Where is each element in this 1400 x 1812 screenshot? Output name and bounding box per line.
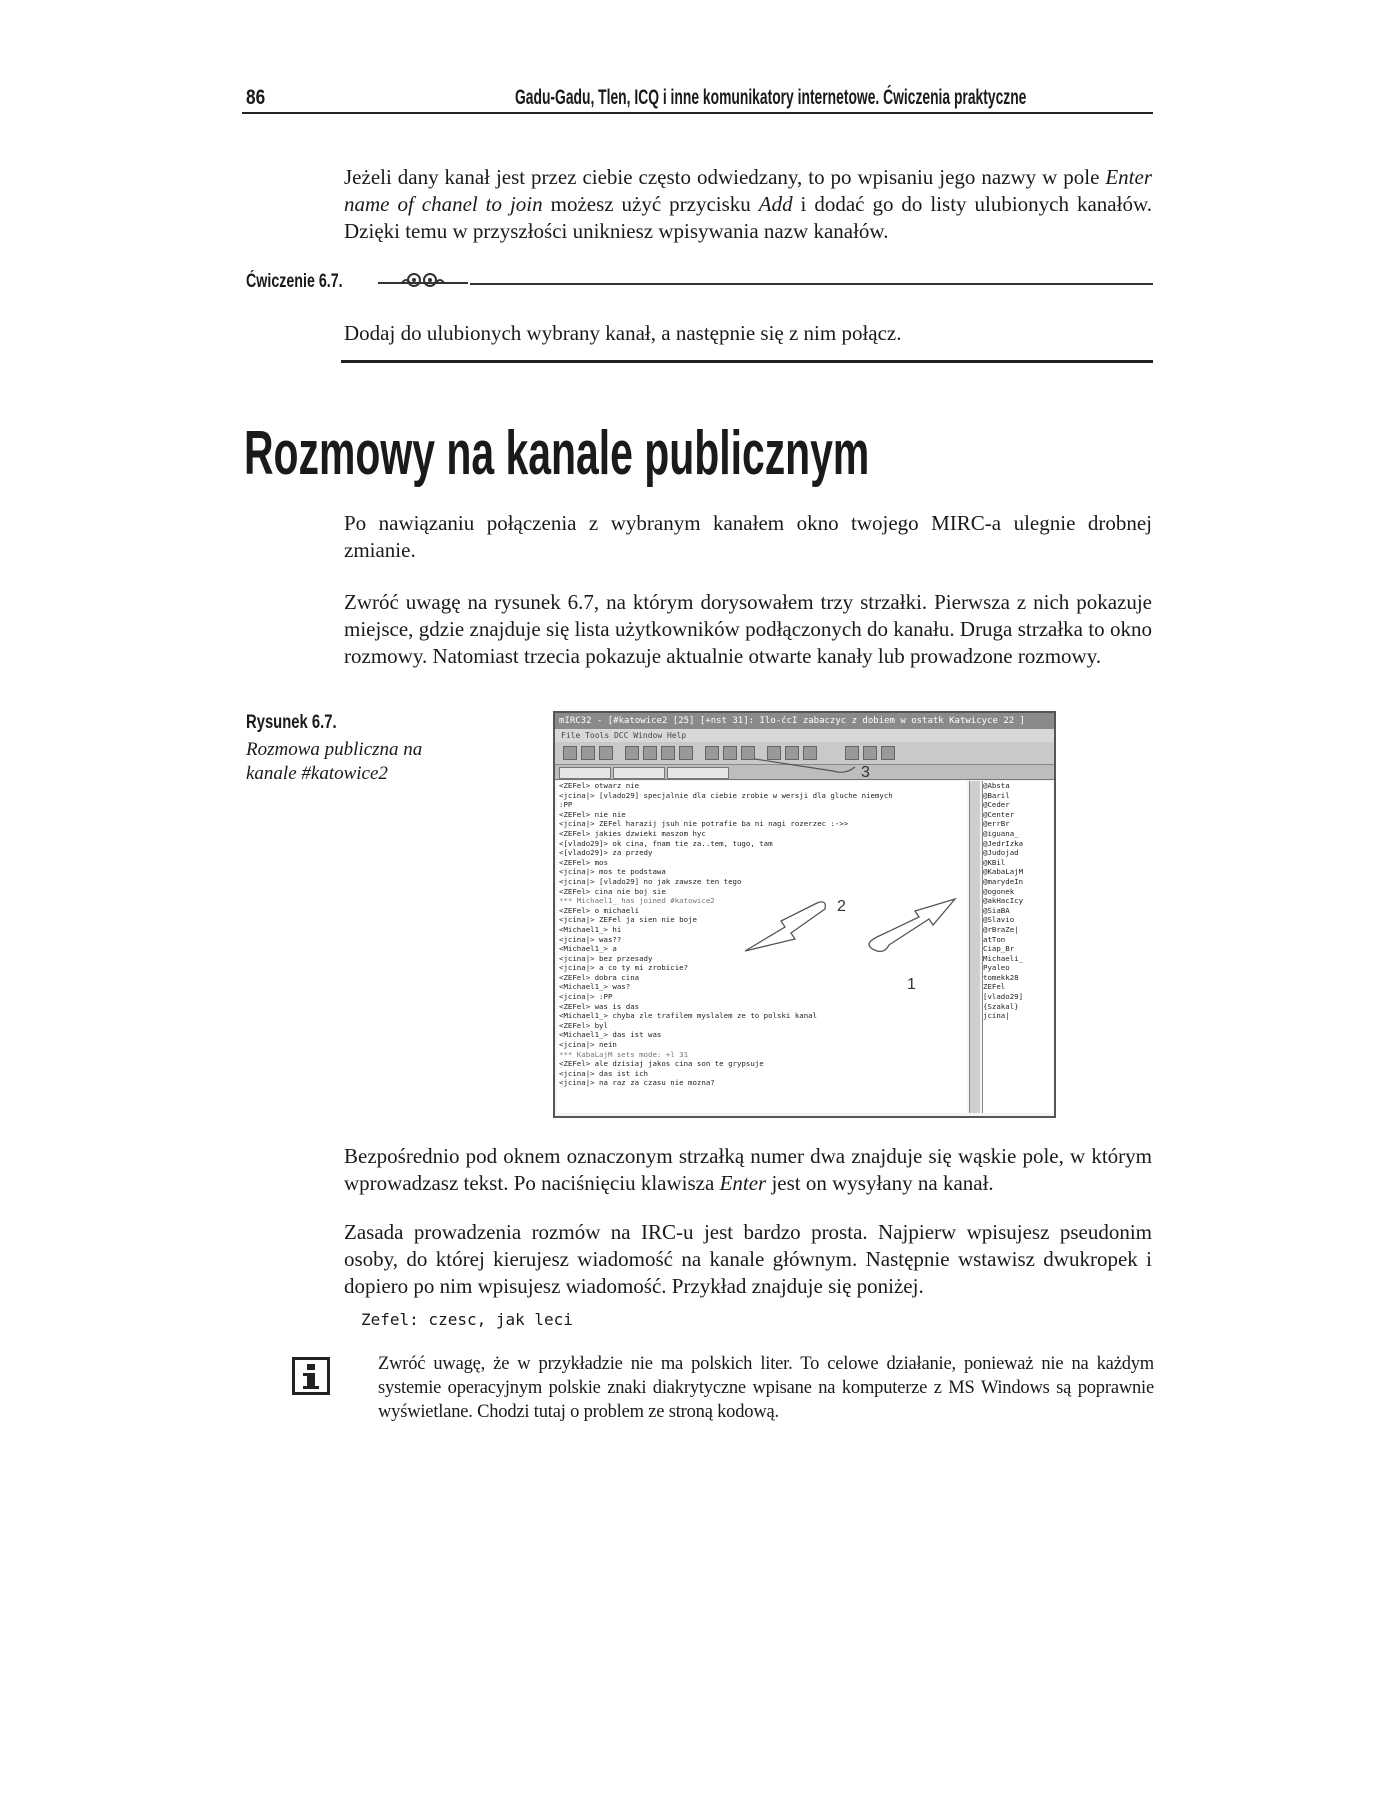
mirc-screenshot xyxy=(553,711,1056,1118)
nick-list-item: ZEFel xyxy=(983,982,1006,992)
chat-line: <Michael1_> hi xyxy=(559,924,622,934)
mirc-menu-bar: File Tools DCC Window Help xyxy=(555,729,1054,742)
nick-list-item: @Absta xyxy=(983,781,1010,790)
chat-line: <jcina|> [vlado29] no jak zawsze ten tego xyxy=(559,876,742,886)
chat-line: <ZEFel> mos xyxy=(559,857,608,867)
note-text: Zwróć uwagę, że w przykładzie nie ma polskich liter. To celowe działanie, ponieważ nie na każdym systemie operacyjnym polskie znaki diakrytyczne wpisane na komputerze z MS Windows są poprawnie wyświetlane. Chodzi tutaj o problem ze stroną kodową. xyxy=(378,1354,1154,1422)
paragraph-intro: Po nawiązaniu połączenia z wybranym kanałem okno twojego MIRC-a ulegnie drobnej zmianie. xyxy=(344,511,1152,562)
arrow-number-2: 2 xyxy=(837,898,846,915)
arrow-number-1: 1 xyxy=(907,976,916,993)
chat-line: <ZEFel> was is das xyxy=(559,1001,640,1011)
chat-line: :PP xyxy=(559,800,573,810)
chat-line: <[vlado29]> za przedy xyxy=(559,848,653,858)
text-run: jest on wysyłany na kanał. xyxy=(766,1171,994,1195)
nick-list-item: {Szakal} xyxy=(983,1001,1019,1011)
chat-line: <ZEFel> otwarz nie xyxy=(559,781,640,790)
arrow-3-icon xyxy=(755,759,855,772)
chat-line: <Michael1_> a xyxy=(559,944,617,954)
chat-line: <[vlado29]> ok cina, fnam tie za..tem, tugo, tam xyxy=(559,838,773,848)
arrow-number-3: 3 xyxy=(861,764,870,781)
chat-line: <jcina|> :PP xyxy=(559,992,613,1002)
chat-line: <jcina|> was?? xyxy=(559,934,622,944)
nick-list-item: @Baril xyxy=(983,790,1010,800)
chat-line: <Michael1_> das ist was xyxy=(559,1030,662,1040)
paragraph-favorites xyxy=(344,164,1152,245)
nick-list-item: @JedrIzka xyxy=(983,838,1024,848)
arrow-1-icon xyxy=(869,899,955,951)
italic-term: Enter xyxy=(719,1171,767,1195)
nick-list-item: @errBr xyxy=(983,819,1010,829)
nick-list-item: Michaeli_ xyxy=(983,953,1024,963)
nick-list-item: @KabaLajM xyxy=(983,867,1024,877)
nick-list-item: @rBraZe| xyxy=(983,924,1019,934)
figure-caption: Rozmowa publiczna na kanale #katowice2 xyxy=(246,739,423,784)
chat-line: <jcina|> ZEFel harazij jsuh nie potrafie ba ni nagi rozerzec :->> xyxy=(559,819,849,829)
chat-line: <jcina|> bez przesady xyxy=(559,953,653,963)
exercise-text: Dodaj do ulubionych wybrany kanał, a następnie się z nim połącz. xyxy=(344,321,902,345)
chat-line: <ZEFel> ale dzisiaj jakos cina son te grypsuje xyxy=(559,1059,764,1069)
chat-line: <jcina|> [vlado29] specjalnie dla ciebie zrobie w wersji dla gluche niemych xyxy=(559,790,893,800)
nick-list-item: Pyaleo xyxy=(983,963,1010,973)
mirc-title-bar: mIRC32 - [#katowice2 [25] [+nst 31]: Ilo-ćcI zabaczyc z dobiem w ostatk Katwicyce 22 ] xyxy=(555,713,1054,729)
chat-line: <ZEFel> jakies dzwieki maszom hyc xyxy=(559,828,706,838)
chat-line: *** KabaLajM sets mode: +l 31 xyxy=(559,1049,689,1059)
exercise-label: Ćwiczenie 6.7. xyxy=(246,271,343,292)
paragraph-irc-rules: Zasada prowadzenia rozmów na IRC-u jest bardzo prosta. Najpierw wpisujesz pseudonim osoby, do której kierujesz wiadomość na kanale głównym. Następnie wstawisz dwukropek i dopiero po nim wpisujesz wiadomość. Przykład znajduje się poniżej. xyxy=(344,1220,1152,1298)
chat-line: <jcina|> mos te podstawa xyxy=(559,867,666,877)
chat-line: <jcina|> nein xyxy=(559,1040,617,1050)
text-run: Jeżeli dany kanał jest przez ciebie często odwiedzany, to po wpisaniu jego nazwy w pole xyxy=(344,165,1106,189)
nick-list-item: jcina| xyxy=(983,1011,1010,1021)
section-title: Rozmowy na kanale publicznym xyxy=(244,419,870,488)
info-icon xyxy=(292,1357,330,1395)
exercise-ornament-icon xyxy=(378,268,468,290)
nick-list-item: @Ceder xyxy=(983,800,1010,810)
code-example: Zefel: czesc, jak leci xyxy=(361,1310,573,1329)
running-header-title: Gadu-Gadu, Tlen, ICQ i inne komunikatory internetowe. Ćwiczenia praktyczne xyxy=(515,86,1027,109)
chat-line: <jcina|> ZEFel ja sien nie boje xyxy=(559,915,697,925)
nick-list-item: @KBil xyxy=(983,857,1006,867)
nick-list-item: @SiaBA xyxy=(983,905,1010,915)
page-number: 86 xyxy=(246,86,266,109)
chat-line: <ZEFel> dobra cina xyxy=(559,972,640,982)
exercise-rule xyxy=(470,283,1153,285)
arrow-2-icon xyxy=(745,902,825,951)
paragraph-input-field xyxy=(344,1143,1152,1197)
header-rule xyxy=(242,112,1153,114)
nick-list-item: Ciap_Br xyxy=(983,944,1015,954)
nick-list-item: [vlado29] xyxy=(983,992,1024,1002)
nick-list-item: tomekk28 xyxy=(983,972,1019,982)
chat-line: <ZEFel> byl xyxy=(559,1020,608,1030)
figure-label: Rysunek 6.7. xyxy=(246,712,337,733)
text-run: i dodać go do listy ulubionych kanałów. Dzięki temu w przyszłości unikniesz wpisywania nazw kanałów. xyxy=(344,192,1152,243)
chat-line: *** Michael1_ has joined #katowice2 xyxy=(559,896,715,906)
nick-list-item: @iguana_ xyxy=(983,828,1019,838)
nick-list-item: @akHacIcy xyxy=(983,896,1024,906)
nick-list-item: @Judojad xyxy=(983,848,1019,858)
italic-term: Add xyxy=(758,192,793,216)
text-run: możesz użyć przycisku xyxy=(542,192,759,216)
chat-line: <ZEFel> o michaeli xyxy=(559,905,640,915)
text-run: Bezpośrednio pod oknem oznaczonym strzałką numer dwa znajduje się wąskie pole, w którym wprowadzasz tekst. Po naciśnięciu klawisza xyxy=(344,1144,1152,1195)
exercise-bottom-rule xyxy=(341,360,1153,363)
chat-line: <jcina|> na raz za czasu nie mozna? xyxy=(559,1078,715,1088)
chat-line: <Michael1_> was? xyxy=(559,982,631,992)
nick-list-item: @ogonek xyxy=(983,886,1015,896)
figure-arrows xyxy=(555,713,1054,1116)
paragraph-arrows: Zwróć uwagę na rysunek 6.7, na którym dorysowałem trzy strzałki. Pierwsza z nich pokazuje miejsce, gdzie znajduje się lista użytkowników podłączonych do kanału. Druga strzałka to okno rozmowy. Natomiast trzecia pokazuje aktualnie otwarte kanały lub prowadzone rozmowy. xyxy=(344,590,1152,668)
chat-line: <jcina|> das ist ich xyxy=(559,1068,648,1078)
nick-list-item: @Center xyxy=(983,809,1015,819)
chat-line: <ZEFel> nie nie xyxy=(559,809,626,819)
chat-line: <ZEFel> cina nie boj sie xyxy=(559,886,666,896)
italic-term: Enter name of chanel to join xyxy=(344,165,1152,216)
chat-line: <jcina|> a co ty mi zrobicie? xyxy=(559,963,689,973)
nick-list-item: @Slavio xyxy=(983,915,1015,925)
nick-list-item: @marydeIn xyxy=(983,876,1024,886)
chat-line: <Michael1_> chyba zle trafilem myslalem ze to polski kanal xyxy=(559,1011,818,1021)
nick-list-item: atTon xyxy=(983,934,1006,944)
